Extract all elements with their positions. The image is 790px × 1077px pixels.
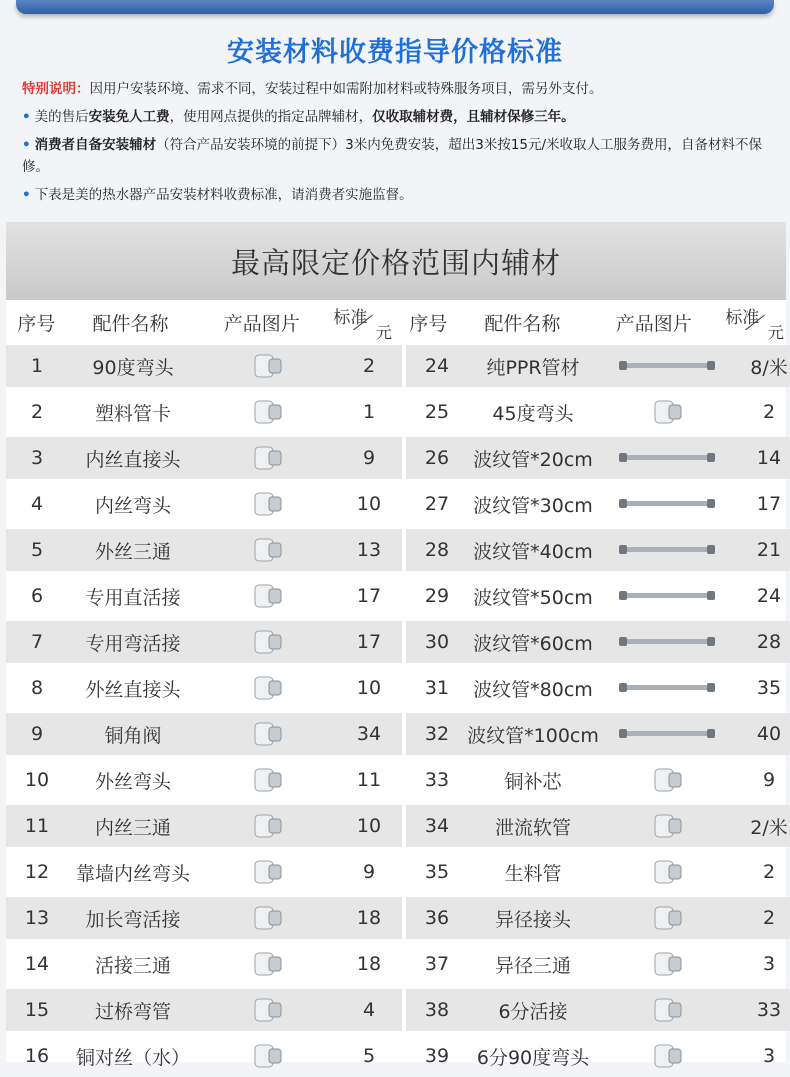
wall-elbow-icon bbox=[198, 851, 336, 893]
table-row bbox=[406, 391, 790, 433]
row-price: 18 bbox=[356, 907, 382, 929]
table-row bbox=[6, 483, 402, 525]
bellows-hose-icon bbox=[598, 529, 736, 571]
row-name: 波纹管*60cm bbox=[473, 632, 593, 655]
table-row bbox=[6, 437, 402, 479]
row-no: 25 bbox=[424, 401, 450, 423]
drain-hose-icon bbox=[598, 805, 736, 847]
row-no: 12 bbox=[24, 861, 50, 883]
row-name: 内丝三通 bbox=[94, 816, 171, 839]
row-no: 27 bbox=[424, 493, 450, 515]
row-name: 6分活接 bbox=[498, 1000, 568, 1023]
row-name: 波纹管*20cm bbox=[473, 448, 593, 471]
row-name: 内丝直接头 bbox=[85, 448, 181, 471]
bellows-hose-icon bbox=[598, 713, 736, 755]
row-name: 过桥弯管 bbox=[94, 1000, 171, 1023]
row-name: 纯PPR管材 bbox=[486, 356, 580, 379]
table-row bbox=[406, 989, 790, 1031]
row-name: 波纹管*30cm bbox=[473, 494, 593, 517]
row-no: 26 bbox=[424, 447, 450, 469]
row-name: 活接三通 bbox=[94, 954, 171, 977]
row-no: 1 bbox=[30, 355, 44, 377]
row-name: 外丝直接头 bbox=[85, 678, 181, 701]
row-price: 34 bbox=[356, 723, 382, 745]
table-row bbox=[6, 529, 402, 571]
table-row bbox=[406, 437, 790, 479]
table-row bbox=[6, 621, 402, 663]
row-no: 10 bbox=[24, 769, 50, 791]
row-name: 专用直活接 bbox=[85, 586, 181, 609]
row-name: 铜补芯 bbox=[504, 770, 562, 793]
table-row bbox=[6, 943, 402, 985]
row-price: 17 bbox=[356, 585, 382, 607]
row-price: 9 bbox=[362, 861, 376, 883]
row-no: 8 bbox=[30, 677, 44, 699]
row-name: 波纹管*50cm bbox=[473, 586, 593, 609]
elbow-45-icon bbox=[598, 391, 736, 433]
row-price: 13 bbox=[356, 539, 382, 561]
table-row bbox=[6, 897, 402, 939]
row-name: 异径接头 bbox=[494, 908, 571, 931]
row-no: 35 bbox=[424, 861, 450, 883]
row-name: 异径三通 bbox=[494, 954, 571, 977]
reducing-tee-icon bbox=[598, 943, 736, 985]
row-no: 34 bbox=[424, 815, 450, 837]
row-price: 10 bbox=[356, 815, 382, 837]
row-name: 铜对丝（水） bbox=[75, 1046, 190, 1069]
pipe-clip-icon bbox=[198, 391, 336, 433]
note1-a: 美的售后 bbox=[34, 109, 89, 125]
row-price: 4 bbox=[362, 999, 376, 1021]
outer-thread-coupler-icon bbox=[198, 667, 336, 709]
table-row bbox=[6, 759, 402, 801]
row-no: 29 bbox=[424, 585, 450, 607]
special-note bbox=[22, 78, 782, 100]
outer-thread-tee-icon bbox=[198, 529, 336, 571]
table-row bbox=[6, 575, 402, 617]
page-title: 安装材料收费指导价格标准 bbox=[227, 37, 563, 68]
table-row bbox=[6, 989, 402, 1031]
table-row bbox=[406, 667, 790, 709]
row-name: 波纹管*40cm bbox=[473, 540, 593, 563]
row-no: 28 bbox=[424, 539, 450, 561]
col-header-name: 配件名称 bbox=[92, 313, 169, 335]
row-price: 2/米 bbox=[750, 816, 788, 839]
note1-d: 仅收取辅材费，且辅材保修三年。 bbox=[372, 109, 575, 125]
row-name: 90度弯头 bbox=[92, 356, 174, 379]
table-row bbox=[406, 1035, 790, 1077]
row-name: 靠墙内丝弯头 bbox=[75, 862, 190, 885]
table-row bbox=[6, 391, 402, 433]
row-name: 塑料管卡 bbox=[94, 402, 171, 425]
row-no: 33 bbox=[424, 769, 450, 791]
row-price: 14 bbox=[756, 447, 782, 469]
table-row bbox=[6, 667, 402, 709]
col-header-no: 序号 bbox=[409, 313, 448, 335]
note3: 下表是美的热水器产品安装材料收费标准，请消费者实施监督。 bbox=[34, 187, 413, 203]
row-price: 17 bbox=[756, 493, 782, 515]
bullet-icon: • bbox=[22, 109, 31, 125]
notes-block bbox=[22, 78, 782, 212]
table-row bbox=[406, 851, 790, 893]
row-no: 11 bbox=[24, 815, 50, 837]
row-name: 外丝弯头 bbox=[94, 770, 171, 793]
angle-valve-icon bbox=[198, 713, 336, 755]
row-no: 6 bbox=[30, 585, 44, 607]
col-header-image: 产品图片 bbox=[615, 313, 692, 335]
row-price: 1 bbox=[362, 401, 376, 423]
straight-union-icon bbox=[198, 575, 336, 617]
table-row bbox=[406, 575, 790, 617]
table-row bbox=[406, 483, 790, 525]
row-price: 18 bbox=[356, 953, 382, 975]
row-no: 14 bbox=[24, 953, 50, 975]
row-price: 5 bbox=[362, 1045, 376, 1067]
table-row bbox=[6, 1035, 402, 1077]
row-name: 波纹管*100cm bbox=[467, 724, 599, 747]
note-line-1 bbox=[22, 106, 782, 128]
row-price: 9 bbox=[362, 447, 376, 469]
inner-thread-elbow-icon bbox=[198, 483, 336, 525]
col-header-price: 标准 元 bbox=[333, 308, 393, 342]
row-name: 外丝三通 bbox=[94, 540, 171, 563]
col-header-no: 序号 bbox=[17, 313, 56, 335]
row-price: 10 bbox=[356, 677, 382, 699]
row-no: 16 bbox=[24, 1045, 50, 1067]
reducer-icon bbox=[598, 897, 736, 939]
row-no: 36 bbox=[424, 907, 450, 929]
table-row bbox=[6, 713, 402, 755]
row-price: 2 bbox=[762, 401, 776, 423]
row-no: 3 bbox=[30, 447, 44, 469]
elbow-90-icon bbox=[198, 345, 336, 387]
row-price: 17 bbox=[356, 631, 382, 653]
row-price: 10 bbox=[356, 493, 382, 515]
table-row bbox=[406, 897, 790, 939]
table-row bbox=[406, 345, 790, 387]
row-no: 9 bbox=[30, 723, 44, 745]
row-price: 3 bbox=[762, 1045, 776, 1067]
row-price: 40 bbox=[756, 723, 782, 745]
note1-b: 安装免人工费 bbox=[88, 109, 170, 125]
row-no: 32 bbox=[424, 723, 450, 745]
table-header-row bbox=[6, 300, 786, 345]
note-line-3 bbox=[22, 184, 782, 206]
note2-a: 消费者自备安装辅材 bbox=[34, 137, 157, 153]
row-no: 15 bbox=[24, 999, 50, 1021]
union-6-icon bbox=[598, 989, 736, 1031]
row-name: 6分90度弯头 bbox=[476, 1046, 590, 1069]
row-no: 2 bbox=[30, 401, 44, 423]
row-no: 39 bbox=[424, 1045, 450, 1067]
row-price: 33 bbox=[756, 999, 782, 1021]
special-label: 特别说明： bbox=[22, 81, 90, 97]
row-no: 31 bbox=[424, 677, 450, 699]
bellows-hose-icon bbox=[598, 437, 736, 479]
table-row bbox=[6, 345, 402, 387]
table-row bbox=[406, 529, 790, 571]
row-name: 铜角阀 bbox=[104, 724, 162, 747]
row-name: 内丝弯头 bbox=[94, 494, 171, 517]
table-title: 最高限定价格范围内辅材 bbox=[6, 222, 786, 300]
row-no: 13 bbox=[24, 907, 50, 929]
row-price: 24 bbox=[756, 585, 782, 607]
special-text: 因用户安装环境、需求不同，安装过程中如需附加材料或特殊服务项目，需另外支付。 bbox=[89, 81, 603, 97]
long-elbow-union-icon bbox=[198, 897, 336, 939]
top-band bbox=[0, 0, 790, 22]
table-row bbox=[406, 943, 790, 985]
row-price: 21 bbox=[756, 539, 782, 561]
inner-thread-tee-icon bbox=[198, 805, 336, 847]
row-name: 专用弯活接 bbox=[85, 632, 181, 655]
table-row bbox=[406, 621, 790, 663]
bridge-bend-icon bbox=[198, 989, 336, 1031]
elbow-6-90-icon bbox=[598, 1035, 736, 1077]
table-row bbox=[406, 713, 790, 755]
row-price: 2 bbox=[762, 861, 776, 883]
top-banner-bar bbox=[16, 0, 774, 14]
price-table bbox=[6, 222, 788, 1069]
row-price: 35 bbox=[756, 677, 782, 699]
row-price: 3 bbox=[762, 953, 776, 975]
row-price: 8/米 bbox=[750, 356, 788, 379]
ppr-pipe-icon bbox=[598, 345, 736, 387]
bellows-hose-icon bbox=[598, 667, 736, 709]
row-no: 4 bbox=[30, 493, 44, 515]
row-price: 2 bbox=[762, 907, 776, 929]
union-tee-icon bbox=[198, 943, 336, 985]
bellows-hose-icon bbox=[598, 483, 736, 525]
row-name: 泄流软管 bbox=[494, 816, 571, 839]
row-no: 7 bbox=[30, 631, 44, 653]
brass-nipple-icon bbox=[198, 1035, 336, 1077]
col-header-image: 产品图片 bbox=[223, 313, 300, 335]
brass-bushing-icon bbox=[598, 759, 736, 801]
outer-thread-elbow-icon bbox=[198, 759, 336, 801]
table-row bbox=[406, 759, 790, 801]
row-name: 生料管 bbox=[504, 862, 562, 885]
note2-b: （符合产品安装环境的前提下）3米内免费安装，超出3米按15元/米收取人工服务费用，自备材料不保修。 bbox=[22, 137, 763, 175]
row-price: 2 bbox=[362, 355, 376, 377]
table-row bbox=[6, 805, 402, 847]
col-header-name: 配件名称 bbox=[484, 313, 561, 335]
inner-thread-coupler-icon bbox=[198, 437, 336, 479]
bellows-hose-icon bbox=[598, 575, 736, 617]
note1-c: ，使用网点提供的指定品牌辅材， bbox=[169, 109, 373, 125]
row-name: 加长弯活接 bbox=[85, 908, 181, 931]
row-price: 9 bbox=[762, 769, 776, 791]
row-name: 45度弯头 bbox=[492, 402, 574, 425]
col-header-price: 标准 元 bbox=[725, 308, 784, 342]
table-row bbox=[6, 851, 402, 893]
bellows-hose-icon bbox=[598, 621, 736, 663]
note-line-2 bbox=[22, 134, 782, 178]
bullet-icon: • bbox=[22, 137, 31, 153]
row-name: 波纹管*80cm bbox=[473, 678, 593, 701]
row-price: 11 bbox=[356, 769, 382, 791]
row-no: 38 bbox=[424, 999, 450, 1021]
ptfe-tape-icon bbox=[598, 851, 736, 893]
row-no: 24 bbox=[424, 355, 450, 377]
table-row bbox=[406, 805, 790, 847]
row-no: 30 bbox=[424, 631, 450, 653]
row-no: 37 bbox=[424, 953, 450, 975]
elbow-union-icon bbox=[198, 621, 336, 663]
row-price: 28 bbox=[756, 631, 782, 653]
bullet-icon: • bbox=[22, 187, 31, 203]
row-no: 5 bbox=[30, 539, 44, 561]
